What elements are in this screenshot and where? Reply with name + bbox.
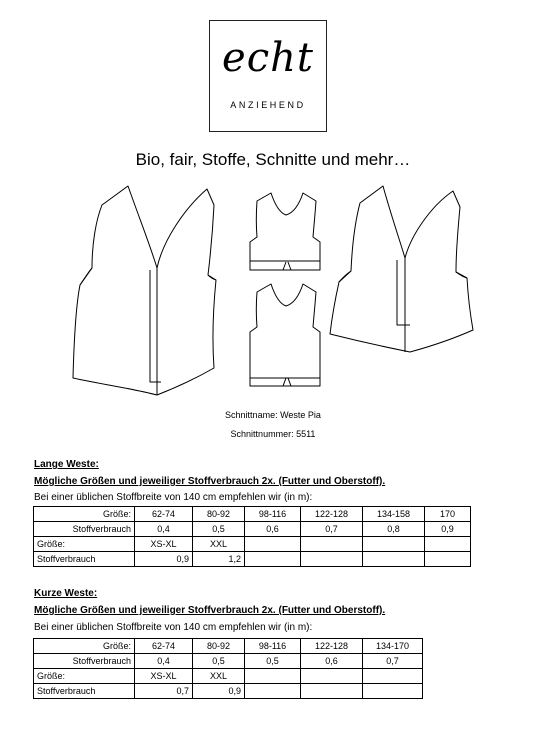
empty-cell [363, 669, 423, 684]
table-row [34, 507, 471, 522]
logo-script: echt [222, 35, 314, 81]
size-cell: XS-XL [135, 537, 193, 552]
short-vest-front-small-drawing [250, 193, 320, 270]
empty-cell [425, 537, 471, 552]
empty-cell [245, 684, 301, 699]
brand-logo [209, 20, 327, 132]
long-vest-front-drawing [73, 186, 216, 395]
fabric-cell: 0,7 [301, 522, 363, 537]
fabric-cell: 1,2 [193, 552, 245, 567]
size-cell: 98-116 [245, 639, 301, 654]
fabric-cell: 0,9 [425, 522, 471, 537]
section-title-long: Lange Weste: [34, 459, 99, 470]
logo-subtitle: ANZIEHEND [230, 100, 306, 110]
size-cell: XXL [193, 537, 245, 552]
empty-cell [363, 684, 423, 699]
size-cell: 134-170 [363, 639, 423, 654]
fabric-label: Stoffverbrauch [34, 684, 135, 699]
empty-cell [245, 537, 301, 552]
empty-cell [363, 552, 425, 567]
size-cell: 122-128 [301, 639, 363, 654]
pattern-number: Schnittnummer: 5511 [230, 429, 316, 439]
section-subtitle-short: Mögliche Größen und jeweiliger Stoffverbrauch 2x. (Futter und Oberstoff). [34, 605, 386, 616]
table-row [34, 522, 471, 537]
empty-cell [245, 669, 301, 684]
size-label: Größe: [34, 537, 135, 552]
fabric-cell: 0,9 [193, 684, 245, 699]
fabric-cell: 0,7 [135, 684, 193, 699]
table-row [34, 639, 423, 654]
size-cell: XXL [193, 669, 245, 684]
section-note-long: Bei einer üblichen Stoffbreite von 140 cm empfehlen wir (in m): [34, 492, 313, 503]
fabric-cell: 0,8 [363, 522, 425, 537]
size-cell: 134-158 [363, 507, 425, 522]
long-vest-back-small-drawing [250, 284, 320, 386]
empty-cell [363, 537, 425, 552]
vest-illustrations [0, 180, 546, 400]
empty-cell [301, 537, 363, 552]
fabric-cell: 0,5 [245, 654, 301, 669]
size-cell: 62-74 [135, 639, 193, 654]
fabric-cell: 0,5 [193, 654, 245, 669]
size-cell: 62-74 [135, 507, 193, 522]
fabric-cell: 0,5 [193, 522, 245, 537]
empty-cell [425, 552, 471, 567]
fabric-cell: 0,4 [135, 522, 193, 537]
table-row [34, 684, 423, 699]
table-row [34, 669, 423, 684]
fabric-label: Stoffverbrauch [34, 654, 135, 669]
fabric-cell: 0,6 [301, 654, 363, 669]
size-cell: XS-XL [135, 669, 193, 684]
empty-cell [301, 552, 363, 567]
size-cell: 80-92 [193, 639, 245, 654]
size-label: Größe: [34, 507, 135, 522]
empty-cell [245, 552, 301, 567]
fabric-label: Stoffverbrauch [34, 522, 135, 537]
table-row [34, 552, 471, 567]
fabric-label: Stoffverbrauch [34, 552, 135, 567]
fabric-cell: 0,6 [245, 522, 301, 537]
section-note-short: Bei einer üblichen Stoffbreite von 140 cm empfehlen wir (in m): [34, 622, 313, 633]
size-cell: 170 [425, 507, 471, 522]
section-subtitle-long: Mögliche Größen und jeweiliger Stoffverbrauch 2x. (Futter und Oberstoff). [34, 476, 386, 487]
empty-cell [301, 669, 363, 684]
size-cell: 98-116 [245, 507, 301, 522]
pattern-name: Schnittname: Weste Pia [225, 410, 321, 420]
size-label: Größe: [34, 669, 135, 684]
short-vest-front-drawing [330, 186, 473, 352]
size-label: Größe: [34, 639, 135, 654]
tagline: Bio, fair, Stoffe, Schnitte und mehr… [135, 150, 411, 169]
section-title-short: Kurze Weste: [34, 588, 98, 599]
fabric-cell: 0,4 [135, 654, 193, 669]
size-cell: 80-92 [193, 507, 245, 522]
size-cell: 122-128 [301, 507, 363, 522]
fabric-cell: 0,7 [363, 654, 423, 669]
empty-cell [301, 684, 363, 699]
table-row [34, 537, 471, 552]
fabric-cell: 0,9 [135, 552, 193, 567]
table-row [34, 654, 423, 669]
long-size-table [33, 506, 471, 567]
short-size-table [33, 638, 423, 699]
